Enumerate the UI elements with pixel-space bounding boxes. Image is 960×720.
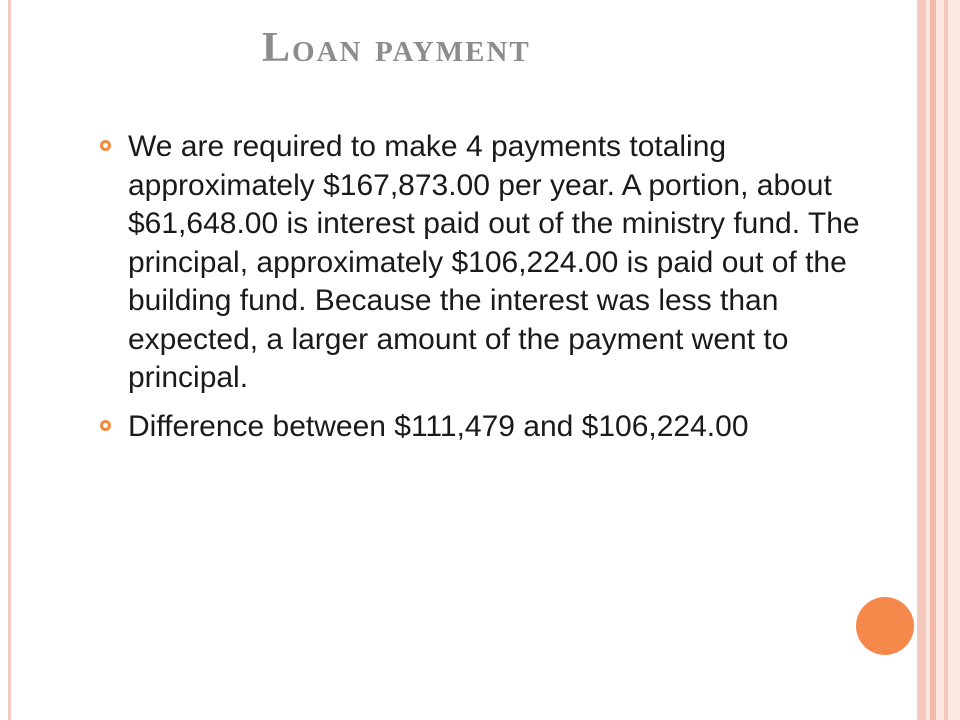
bullet-list xyxy=(100,128,860,456)
bullet-ring-icon xyxy=(100,420,111,431)
right-stripe xyxy=(936,0,944,720)
right-stripe xyxy=(948,0,960,720)
bullet-text: We are required to make 4 payments totaling approximately $167,873.00 per year. A portion, about $61,648.00 is interest paid out of the ministry fund. The principal, approximately $106,224.00 is paid out of the building fund. Because the interest was less than expected, a larger amount of the payment went to principal. xyxy=(128,130,860,394)
slide-title: Loan payment xyxy=(262,25,531,71)
bullet-ring-icon xyxy=(100,140,111,151)
bullet-text: Difference between $111,479 and $106,224.00 xyxy=(128,409,749,443)
left-frame-line xyxy=(8,0,11,720)
right-stripe xyxy=(917,0,926,720)
list-item xyxy=(100,408,860,447)
list-item xyxy=(100,128,860,398)
decorative-circle xyxy=(856,597,914,655)
